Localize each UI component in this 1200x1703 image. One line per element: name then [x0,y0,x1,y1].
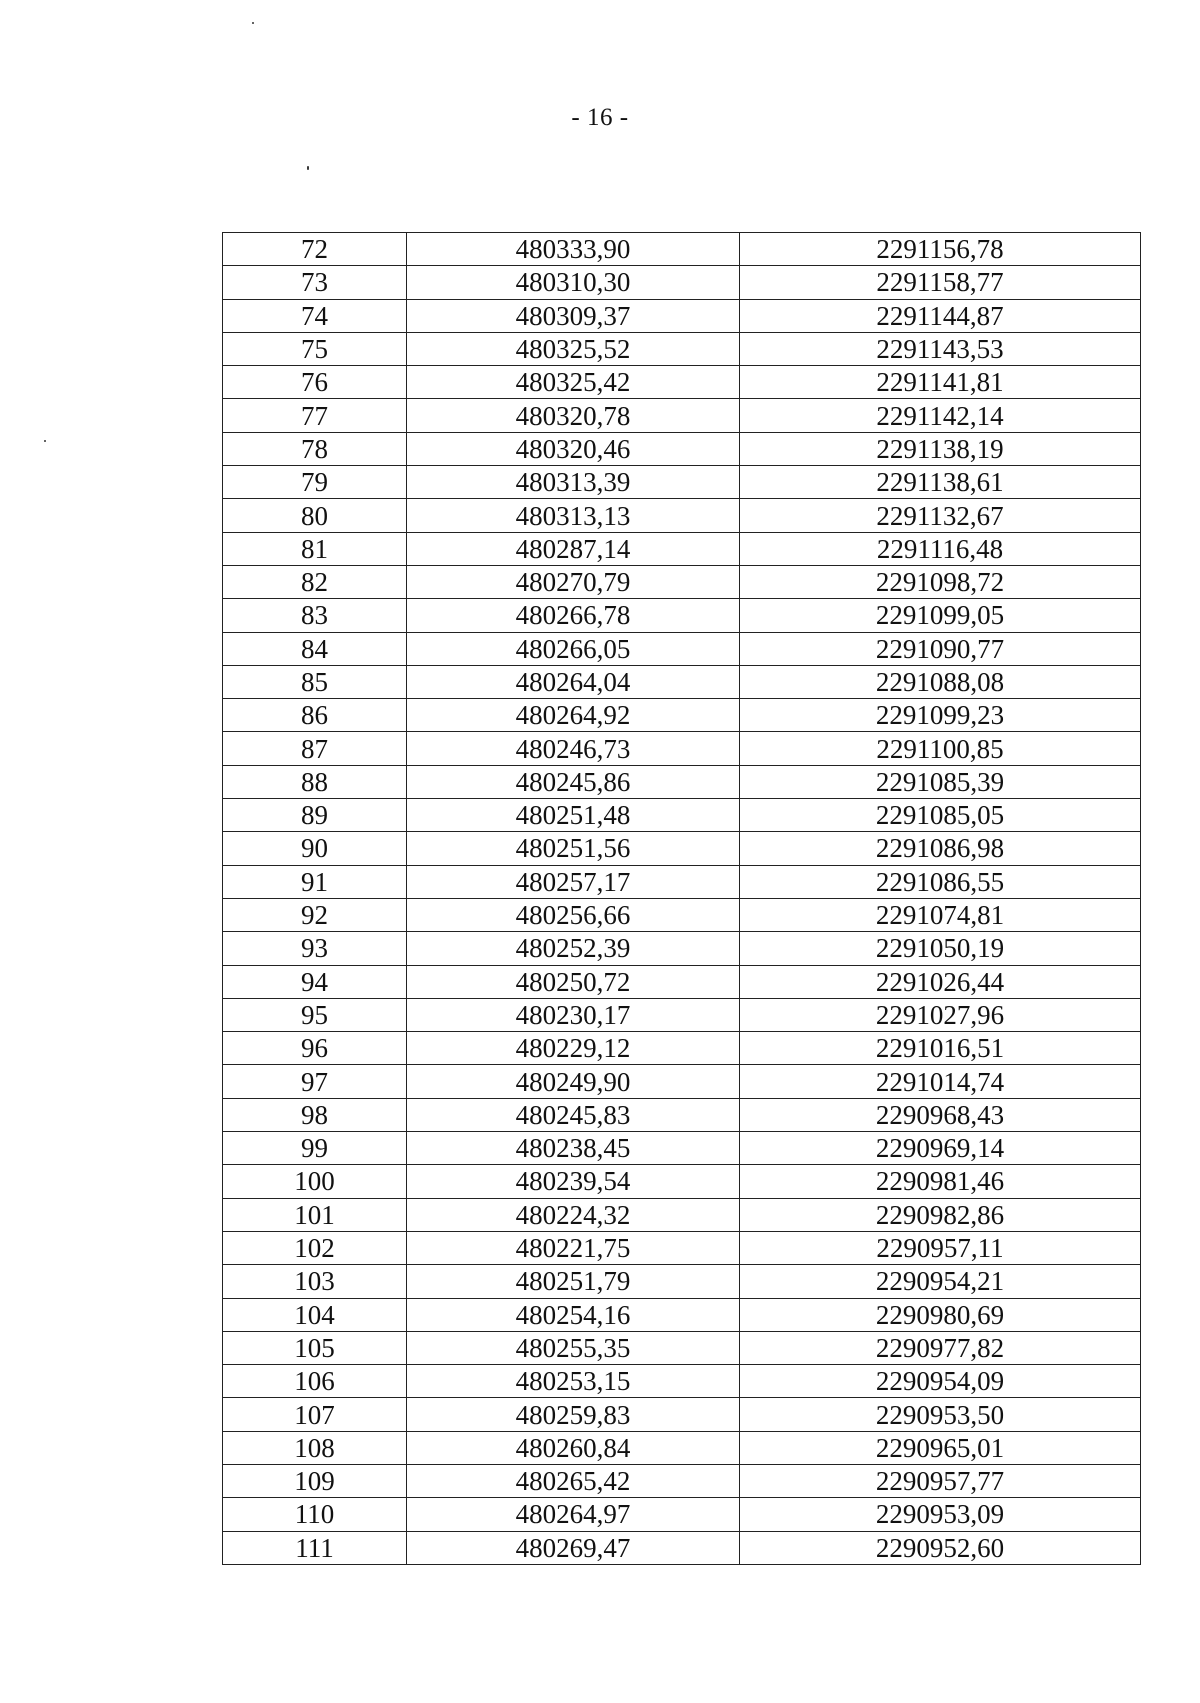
x-coordinate-cell: 480253,15 [407,1365,740,1398]
y-coordinate-cell: 2290982,86 [740,1198,1141,1231]
point-number-cell: 103 [223,1265,407,1298]
y-coordinate-cell: 2291099,23 [740,699,1141,732]
point-number-cell: 85 [223,665,407,698]
y-coordinate-cell: 2291050,19 [740,932,1141,965]
coordinate-table-body [223,233,1141,1565]
table-row [223,932,1141,965]
table-row [223,1298,1141,1331]
point-number-cell: 89 [223,799,407,832]
table-row [223,898,1141,931]
y-coordinate-cell: 2291132,67 [740,499,1141,532]
table-row [223,1331,1141,1364]
point-number-cell: 87 [223,732,407,765]
table-row [223,832,1141,865]
point-number-cell: 75 [223,332,407,365]
x-coordinate-cell: 480260,84 [407,1431,740,1464]
scan-speck [252,22,254,24]
point-number-cell: 93 [223,932,407,965]
y-coordinate-cell: 2291156,78 [740,233,1141,266]
x-coordinate-cell: 480224,32 [407,1198,740,1231]
point-number-cell: 101 [223,1198,407,1231]
table-row [223,1265,1141,1298]
point-number-cell: 78 [223,432,407,465]
table-row [223,732,1141,765]
table-row [223,432,1141,465]
point-number-cell: 73 [223,266,407,299]
y-coordinate-cell: 2291086,55 [740,865,1141,898]
y-coordinate-cell: 2291014,74 [740,1065,1141,1098]
point-number-cell: 84 [223,632,407,665]
point-number-cell: 96 [223,1032,407,1065]
table-row [223,799,1141,832]
point-number-cell: 72 [223,233,407,266]
point-number-cell: 79 [223,466,407,499]
x-coordinate-cell: 480249,90 [407,1065,740,1098]
x-coordinate-cell: 480264,97 [407,1498,740,1531]
table-row [223,1065,1141,1098]
y-coordinate-cell: 2291098,72 [740,565,1141,598]
table-row [223,1165,1141,1198]
x-coordinate-cell: 480264,04 [407,665,740,698]
x-coordinate-cell: 480250,72 [407,965,740,998]
y-coordinate-cell: 2291100,85 [740,732,1141,765]
y-coordinate-cell: 2291088,08 [740,665,1141,698]
y-coordinate-cell: 2291144,87 [740,299,1141,332]
table-row [223,998,1141,1031]
x-coordinate-cell: 480264,92 [407,699,740,732]
y-coordinate-cell: 2290965,01 [740,1431,1141,1464]
table-row [223,299,1141,332]
y-coordinate-cell: 2290952,60 [740,1531,1141,1564]
y-coordinate-cell: 2290980,69 [740,1298,1141,1331]
y-coordinate-cell: 2290977,82 [740,1331,1141,1364]
table-row [223,1498,1141,1531]
table-row [223,632,1141,665]
x-coordinate-cell: 480246,73 [407,732,740,765]
x-coordinate-cell: 480270,79 [407,565,740,598]
table-row [223,599,1141,632]
y-coordinate-cell: 2290968,43 [740,1098,1141,1131]
point-number-cell: 97 [223,1065,407,1098]
x-coordinate-cell: 480254,16 [407,1298,740,1331]
y-coordinate-cell: 2291085,39 [740,765,1141,798]
y-coordinate-cell: 2290954,21 [740,1265,1141,1298]
point-number-cell: 80 [223,499,407,532]
x-coordinate-cell: 480239,54 [407,1165,740,1198]
y-coordinate-cell: 2291090,77 [740,632,1141,665]
x-coordinate-cell: 480251,48 [407,799,740,832]
table-row [223,332,1141,365]
table-row [223,1198,1141,1231]
y-coordinate-cell: 2291027,96 [740,998,1141,1031]
point-number-cell: 104 [223,1298,407,1331]
y-coordinate-cell: 2291138,61 [740,466,1141,499]
point-number-cell: 107 [223,1398,407,1431]
table-row [223,499,1141,532]
y-coordinate-cell: 2290969,14 [740,1132,1141,1165]
table-row [223,1431,1141,1464]
y-coordinate-cell: 2291016,51 [740,1032,1141,1065]
x-coordinate-cell: 480266,05 [407,632,740,665]
point-number-cell: 91 [223,865,407,898]
point-number-cell: 94 [223,965,407,998]
y-coordinate-cell: 2290957,11 [740,1231,1141,1264]
x-coordinate-cell: 480230,17 [407,998,740,1031]
y-coordinate-cell: 2290981,46 [740,1165,1141,1198]
x-coordinate-cell: 480256,66 [407,898,740,931]
table-row [223,965,1141,998]
x-coordinate-cell: 480238,45 [407,1132,740,1165]
x-coordinate-cell: 480229,12 [407,1032,740,1065]
table-row [223,1032,1141,1065]
point-number-cell: 74 [223,299,407,332]
point-number-cell: 95 [223,998,407,1031]
table-row [223,765,1141,798]
y-coordinate-cell: 2290957,77 [740,1464,1141,1497]
x-coordinate-cell: 480266,78 [407,599,740,632]
y-coordinate-cell: 2290953,50 [740,1398,1141,1431]
x-coordinate-cell: 480313,13 [407,499,740,532]
x-coordinate-cell: 480320,46 [407,432,740,465]
y-coordinate-cell: 2291086,98 [740,832,1141,865]
x-coordinate-cell: 480265,42 [407,1464,740,1497]
point-number-cell: 109 [223,1464,407,1497]
point-number-cell: 81 [223,532,407,565]
y-coordinate-cell: 2291099,05 [740,599,1141,632]
table-row [223,865,1141,898]
table-row [223,1098,1141,1131]
point-number-cell: 83 [223,599,407,632]
x-coordinate-cell: 480313,39 [407,466,740,499]
y-coordinate-cell: 2291026,44 [740,965,1141,998]
x-coordinate-cell: 480245,86 [407,765,740,798]
x-coordinate-cell: 480259,83 [407,1398,740,1431]
table-row [223,1398,1141,1431]
y-coordinate-cell: 2291143,53 [740,332,1141,365]
scan-speck [307,166,309,170]
x-coordinate-cell: 480333,90 [407,233,740,266]
point-number-cell: 92 [223,898,407,931]
y-coordinate-cell: 2290953,09 [740,1498,1141,1531]
point-number-cell: 100 [223,1165,407,1198]
page-number: - 16 - [571,104,629,131]
x-coordinate-cell: 480287,14 [407,532,740,565]
point-number-cell: 105 [223,1331,407,1364]
x-coordinate-cell: 480310,30 [407,266,740,299]
table-row [223,233,1141,266]
y-coordinate-cell: 2291085,05 [740,799,1141,832]
x-coordinate-cell: 480255,35 [407,1331,740,1364]
table-row [223,266,1141,299]
point-number-cell: 108 [223,1431,407,1464]
y-coordinate-cell: 2291116,48 [740,532,1141,565]
point-number-cell: 76 [223,366,407,399]
y-coordinate-cell: 2291158,77 [740,266,1141,299]
point-number-cell: 106 [223,1365,407,1398]
x-coordinate-cell: 480269,47 [407,1531,740,1564]
table-row [223,1365,1141,1398]
table-row [223,466,1141,499]
table-row [223,1132,1141,1165]
table-row [223,1531,1141,1564]
point-number-cell: 111 [223,1531,407,1564]
x-coordinate-cell: 480325,42 [407,366,740,399]
y-coordinate-cell: 2290954,09 [740,1365,1141,1398]
x-coordinate-cell: 480252,39 [407,932,740,965]
x-coordinate-cell: 480320,78 [407,399,740,432]
point-number-cell: 102 [223,1231,407,1264]
x-coordinate-cell: 480245,83 [407,1098,740,1131]
y-coordinate-cell: 2291074,81 [740,898,1141,931]
table-row [223,366,1141,399]
point-number-cell: 77 [223,399,407,432]
table-row [223,665,1141,698]
x-coordinate-cell: 480251,79 [407,1265,740,1298]
table-row [223,565,1141,598]
point-number-cell: 110 [223,1498,407,1531]
x-coordinate-cell: 480309,37 [407,299,740,332]
x-coordinate-cell: 480221,75 [407,1231,740,1264]
y-coordinate-cell: 2291141,81 [740,366,1141,399]
point-number-cell: 88 [223,765,407,798]
point-number-cell: 86 [223,699,407,732]
point-number-cell: 98 [223,1098,407,1131]
point-number-cell: 99 [223,1132,407,1165]
table-row [223,699,1141,732]
x-coordinate-cell: 480257,17 [407,865,740,898]
x-coordinate-cell: 480251,56 [407,832,740,865]
table-row [223,1464,1141,1497]
y-coordinate-cell: 2291138,19 [740,432,1141,465]
coordinate-table [222,232,1141,1565]
point-number-cell: 82 [223,565,407,598]
scan-speck [44,440,46,442]
x-coordinate-cell: 480325,52 [407,332,740,365]
table-row [223,532,1141,565]
point-number-cell: 90 [223,832,407,865]
table-row [223,399,1141,432]
table-row [223,1231,1141,1264]
y-coordinate-cell: 2291142,14 [740,399,1141,432]
